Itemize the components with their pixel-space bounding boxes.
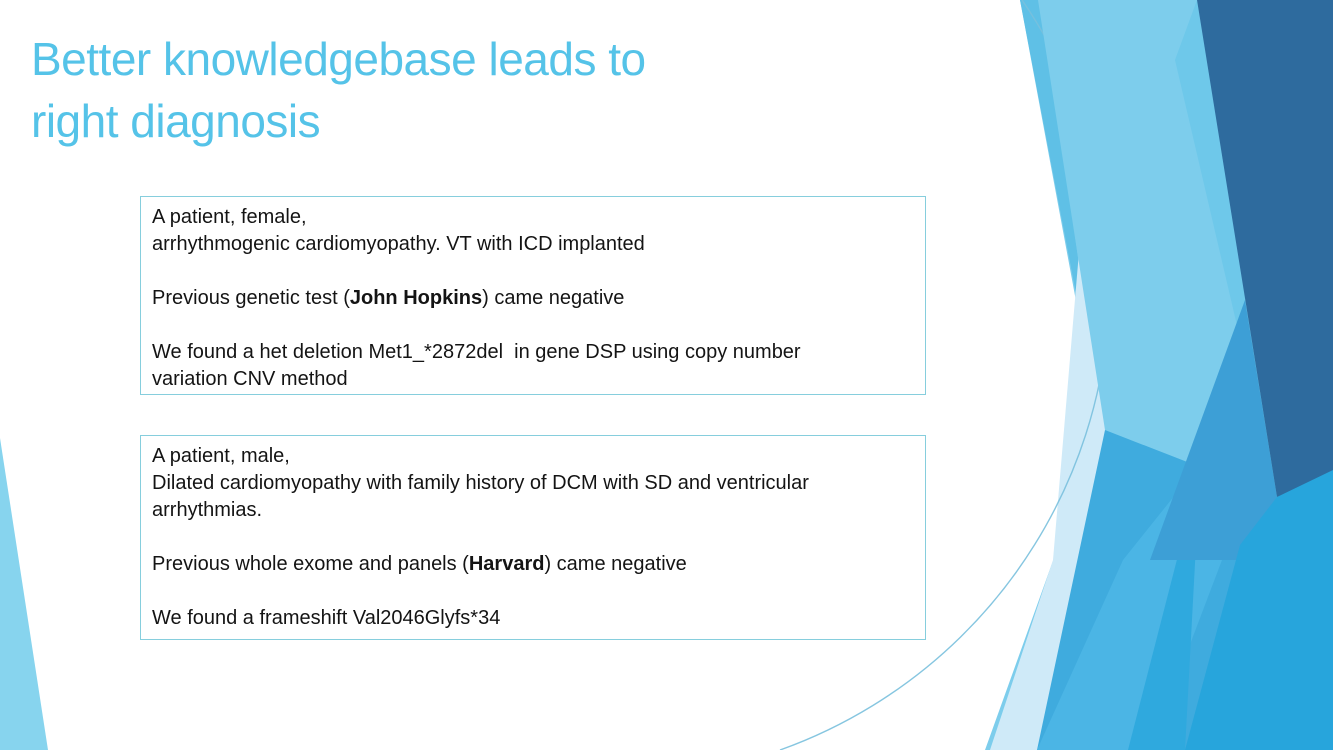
case-text-bold-segment: John Hopkins: [349, 287, 483, 309]
case-text-segment: Previous whole exome and panels (: [152, 553, 469, 575]
case-text-segment: We found a frameshift Val2046Glyfs*34: [152, 607, 501, 629]
case-text-line: [152, 578, 915, 605]
case-text-line: [152, 204, 915, 231]
case-text-segment: Dilated cardiomyopathy with family history of DCM with SD and ventricular: [152, 472, 809, 494]
case-text-segment: We found a het deletion Met1_*2872del in gene DSP using copy number: [152, 341, 801, 363]
case-text-line: [152, 339, 915, 366]
case-text-segment: arrhythmogenic cardiomyopathy. VT with ICD implanted: [152, 233, 645, 255]
case-text-line: [152, 605, 915, 632]
case-text-line: [152, 366, 915, 393]
case-text-line: [152, 443, 915, 470]
case-box-female: [140, 196, 926, 395]
corner-accent-triangle: [0, 438, 48, 750]
case-text-line: [152, 551, 915, 578]
case-text-line: [152, 524, 915, 551]
page-title: [31, 28, 791, 152]
case-text-segment: ) came negative: [482, 287, 625, 309]
case-text-line: [152, 258, 915, 285]
case-text-segment: variation CNV method: [152, 368, 348, 390]
page-title-line-1: Better knowledgebase leads to: [31, 33, 646, 85]
case-text-segment: ) came negative: [544, 553, 687, 575]
case-text-line: [152, 312, 915, 339]
case-text-line: [152, 497, 915, 524]
case-text-segment: A patient, male,: [152, 445, 290, 467]
case-text-bold-segment: Harvard: [468, 553, 545, 575]
case-text-line: [152, 231, 915, 258]
case-text-segment: Previous genetic test (: [152, 287, 350, 309]
case-box-male: [140, 435, 926, 640]
case-text-segment: arrhythmias.: [152, 499, 263, 521]
case-text-line: [152, 285, 915, 312]
case-text-line: [152, 470, 915, 497]
page-title-line-2: right diagnosis: [31, 95, 321, 147]
case-text-segment: A patient, female,: [152, 206, 307, 228]
